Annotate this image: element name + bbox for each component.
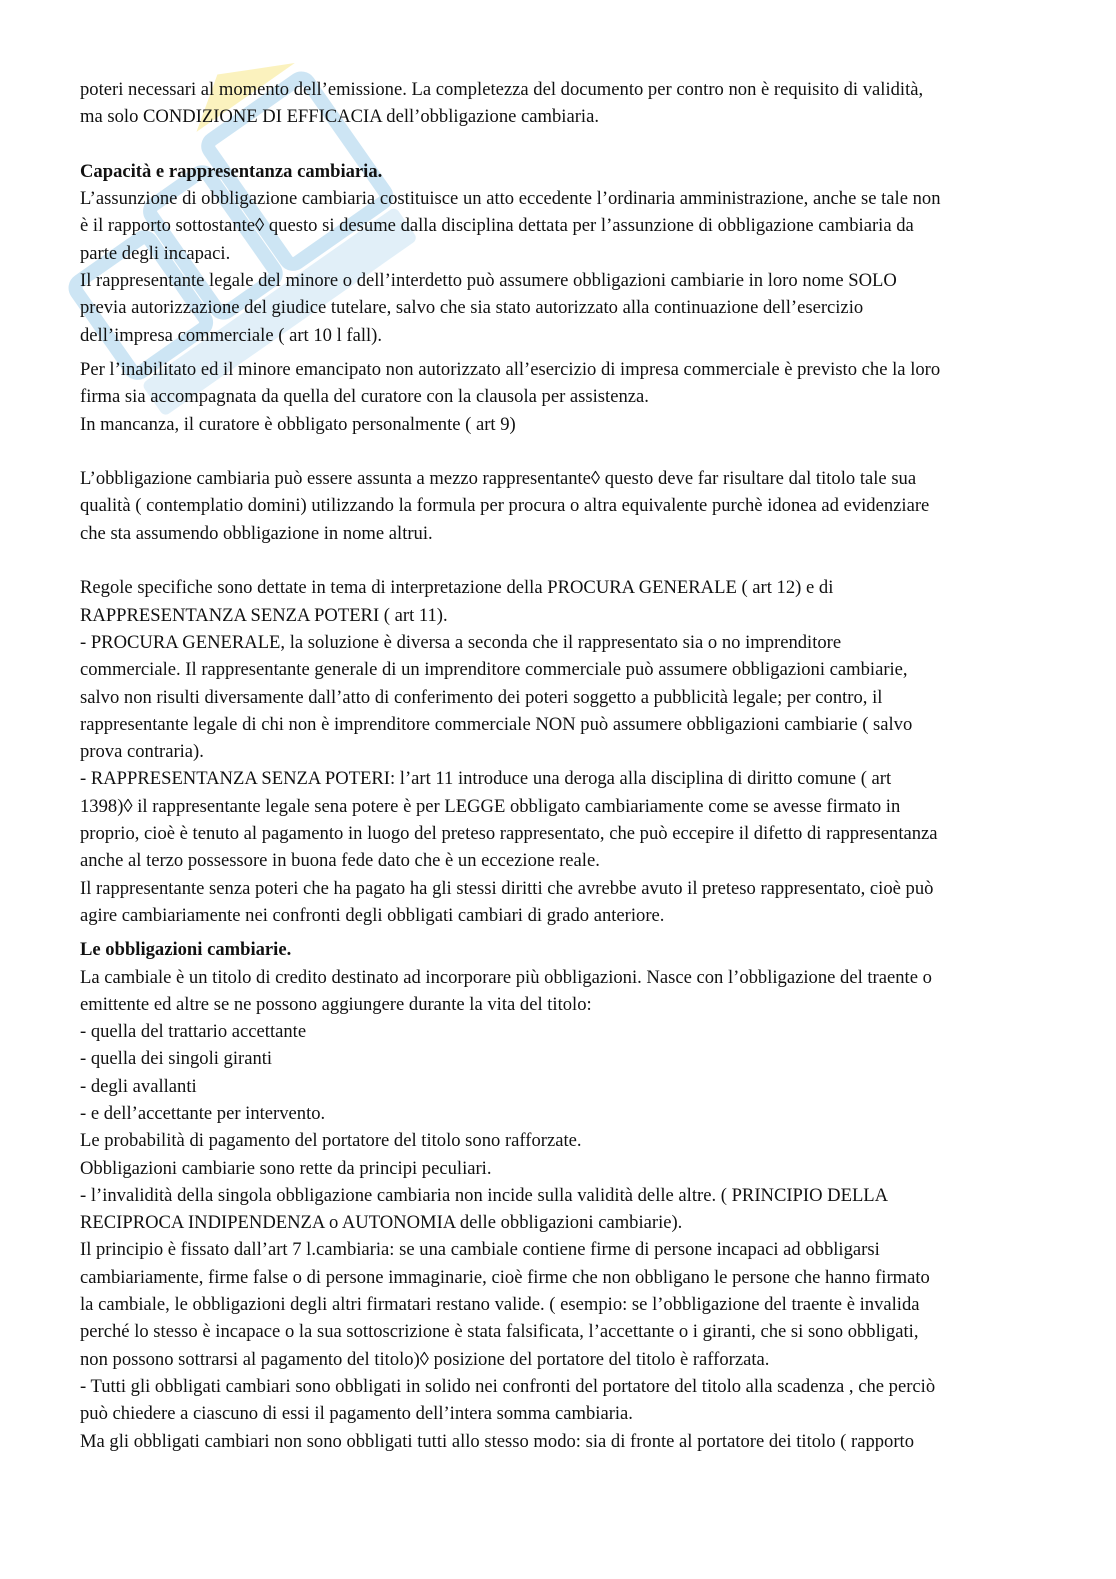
- paragraph-intro: [80, 76, 1040, 131]
- text-line: RECIPROCA INDIPENDENZA o AUTONOMIA delle obbligazioni cambiarie).: [80, 1212, 683, 1234]
- text-line: Regole specifiche sono dettate in tema di interpretazione della PROCURA GENERALE ( art 12) e di: [80, 577, 834, 599]
- section-heading: Le obbligazioni cambiarie.: [80, 939, 292, 961]
- text-line: Per l’inabilitato ed il minore emancipato non autorizzato all’esercizio di impresa commerciale è previsto che la loro: [80, 358, 941, 380]
- text-line: La cambiale è un titolo di credito destinato ad incorporare più obbligazioni. Nasce con l’obbligazione del traente o: [80, 966, 932, 988]
- paragraph-rappresentante: [80, 465, 1040, 547]
- paragraph-regole: [80, 574, 1040, 929]
- text-line: - RAPPRESENTANZA SENZA POTERI: l’art 11 introduce una deroga alla disciplina di diritto comune ( art: [80, 768, 892, 790]
- section-capacita: [80, 158, 1040, 349]
- text-line: RAPPRESENTANZA SENZA POTERI ( art 11).: [80, 604, 448, 626]
- section-obbligazioni: [80, 936, 1040, 1455]
- list-item: - quella del trattario accettante: [80, 1021, 307, 1043]
- text-line: Obbligazioni cambiarie sono rette da principi peculiari.: [80, 1157, 492, 1179]
- text-line: salvo non risulti diversamente dall’atto di conferimento dei poteri soggetto a pubblicità legale; per contro, il: [80, 686, 883, 708]
- text-line: la cambiale, le obbligazioni degli altri firmatari restano valide. ( esempio: se l’obbligazione del traente è invalida: [80, 1294, 920, 1316]
- text-line: Ma gli obbligati cambiari non sono obbligati tutti allo stesso modo: sia di fronte al portatore dei titolo ( rapporto: [80, 1430, 914, 1452]
- text-line: ma solo CONDIZIONE DI EFFICACIA dell’obbligazione cambiaria.: [80, 106, 599, 128]
- text-line: In mancanza, il curatore è obbligato personalmente ( art 9): [80, 413, 516, 435]
- text-line: commerciale. Il rappresentante generale di un imprenditore commerciale può assumere obbligazioni cambiarie,: [80, 659, 908, 681]
- list-item: - quella dei singoli giranti: [80, 1048, 273, 1070]
- text-line: è il rapporto sottostante◊ questo si desume dalla disciplina dettata per l’assunzione di obbligazione cambiaria da: [80, 215, 914, 237]
- text-line: perché lo stesso è incapace o la sua sottoscrizione è stata falsificata, l’accettante o i giranti, che si sono obbligati,: [80, 1321, 919, 1343]
- list-item: - degli avallanti: [80, 1075, 197, 1097]
- section-heading: Capacità e rappresentanza cambiaria.: [80, 160, 383, 182]
- text-line: parte degli incapaci.: [80, 242, 231, 264]
- text-line: Le probabilità di pagamento del portatore del titolo sono rafforzate.: [80, 1130, 582, 1152]
- text-line: 1398)◊ il rappresentante legale sena potere è per LEGGE obbligato cambiariamente come se avesse firmato in: [80, 795, 901, 817]
- text-line: anche al terzo possessore in buona fede dato che è un eccezione reale.: [80, 850, 600, 872]
- text-line: può chiedere a ciascuno di essi il pagamento dell’intera somma cambiaria.: [80, 1403, 633, 1425]
- text-line: emittente ed altre se ne possono aggiungere durante la vita del titolo:: [80, 993, 592, 1015]
- text-line: previa autorizzazione del giudice tutelare, salvo che sia stato autorizzato alla continuazione dell’esercizio: [80, 297, 864, 319]
- document-body: [80, 76, 1040, 1455]
- text-line: non possono sottrarsi al pagamento del titolo)◊ posizione del portatore del titolo è rafforzata.: [80, 1348, 770, 1370]
- text-line: Il principio è fissato dall’art 7 l.cambiaria: se una cambiale contiene firme di persone incapaci ad obbligarsi: [80, 1239, 880, 1261]
- text-line: poteri necessari al momento dell’emissione. La completezza del documento per contro non è requisito di validità,: [80, 79, 924, 100]
- text-line: dell’impresa commerciale ( art 10 l fall).: [80, 324, 383, 346]
- text-line: L’obbligazione cambiaria può essere assunta a mezzo rappresentante◊ questo deve far risultare dal titolo tale sua: [80, 468, 917, 490]
- text-line: agire cambiariamente nei confronti degli obbligati cambiari di grado anteriore.: [80, 904, 665, 926]
- text-line: - Tutti gli obbligati cambiari sono obbligati in solido nei confronti del portatore del titolo alla scadenza , che perciò: [80, 1375, 936, 1397]
- text-line: firma sia accompagnata da quella del curatore con la clausola per assistenza.: [80, 386, 649, 408]
- text-line: che sta assumendo obbligazione in nome altrui.: [80, 522, 433, 544]
- text-line: - PROCURA GENERALE, la soluzione è diversa a seconda che il rappresentato sia o no imprenditore: [80, 631, 842, 653]
- text-line: prova contraria).: [80, 741, 204, 763]
- text-line: Il rappresentante senza poteri che ha pagato ha gli stessi diritti che avrebbe avuto il preteso rappresentato, cioè può: [80, 877, 934, 899]
- text-line: - l’invalidità della singola obbligazione cambiaria non incide sulla validità delle altre. ( PRINCIPIO DELLA: [80, 1184, 889, 1206]
- text-line: Il rappresentante legale del minore o dell’interdetto può assumere obbligazioni cambiarie in loro nome SOLO: [80, 270, 897, 292]
- text-line: rappresentante legale di chi non è imprenditore commerciale NON può assumere obbligazioni cambiarie ( salvo: [80, 713, 913, 735]
- text-line: proprio, cioè è tenuto al pagamento in luogo del preteso rappresentato, che può eccepire il difetto di rappresentanza: [80, 823, 938, 845]
- text-line: L’assunzione di obbligazione cambiaria costituisce un atto eccedente l’ordinaria amministrazione, anche se tale non: [80, 188, 941, 210]
- text-line: qualità ( contemplatio domini) utilizzando la formula per procura o altra equivalente purchè idonea ad evidenziare: [80, 495, 930, 517]
- paragraph-inabilitato: [80, 356, 1040, 438]
- text-line: cambiariamente, firme false o di persone immaginarie, cioè firme che non obbligano le persone che hanno firmato: [80, 1266, 930, 1288]
- list-item: - e dell’accettante per intervento.: [80, 1102, 326, 1124]
